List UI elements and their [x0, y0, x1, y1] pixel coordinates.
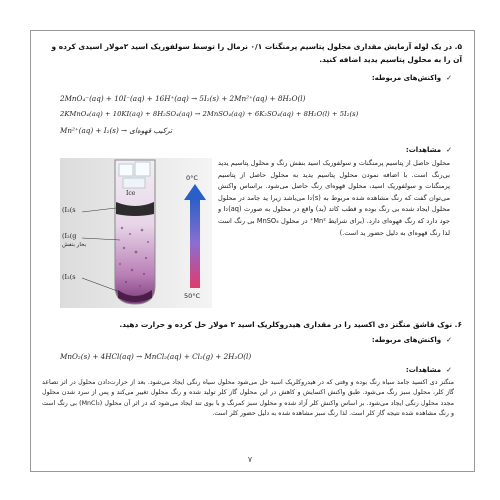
q6-reactions-label: ✓واکنش‌های مربوطه: [371, 336, 452, 344]
check-icon: ✓ [446, 366, 452, 374]
q5-reactions-label: ✓واکنش‌های مربوطه: [371, 74, 452, 82]
page-number: ۷ [247, 455, 253, 464]
check-icon: ✓ [446, 74, 452, 82]
temperature-gradient-bar [190, 198, 200, 288]
label-iodine-gas: (I₂(g [62, 232, 77, 240]
q6-equation-1: MnO₂(s) + 4HCl(aq) → MnCl₂(aq) + Cl₂(g) + 2H₂O(l) [60, 352, 252, 361]
ice-cube [123, 178, 145, 188]
q6-heading: ۶. نوک قاشق منگنز دی اکسید را در مقداری هیدروکلریک اسید ۲ مولار حل کرده و حرارت دهید. [119, 320, 462, 329]
check-icon: ✓ [446, 146, 452, 154]
label-ice: Ice [126, 190, 136, 197]
q5-equation-2: 2KMnO₄(aq) + 10KI(aq) + 8H₂SO₄(aq) → 2MnSO₄(aq) + 6K₂SO₄(aq) + 8H₂O(l) + 5I₂(s) [60, 110, 359, 118]
label-temp-bottom: 50°C [184, 292, 201, 300]
check-icon: ✓ [446, 336, 452, 344]
ice-cube [119, 164, 133, 176]
test-tube-figure [60, 158, 212, 308]
q5-observations-text: محلول حاصل از پتاسیم پرمنگنات و سولفوریک اسید بنفش رنگ و محلول پتاسیم یدید بی‌رنگ است. با اضافه نمودن محلول پتاسیم یدید به محلول حاصل از پتاسیم پرمنگنات و سولفوریک اسید، محلول قهوه‌ای رنگ حاصل می‌شود. براساس واکنش می‌توان گفت که رنگ مشاهده شده مربوط به (I₂(s می‌باشد زیرا ید جامد در محلول محلول ایجاد شده بی رنگ بوده و قطب کاتد (ید) واقع در محلول به صورت (I₂(aq و جود دارد که رنگ قهوه‌ای دارد. (برای شرایط Mn²⁺ در محلول MnSO₄ بی رنگ است لذا رنگ قهوه‌ای به دلیل حضور ید است.) [218, 159, 450, 237]
q6-observations-label: ✓مشاهدات: [405, 366, 452, 374]
q5-equation-3: Mn²⁺(aq) + I₂(s) → ترکیب قهوه‌ای [60, 126, 173, 135]
label-iodine-solid-bottom: (I₂(s [62, 273, 76, 281]
q5-equation-1: 2MnO₄⁻(aq) + 10I⁻(aq) + 16H⁺(aq) → 5I₂(s) + 2Mn²⁺(aq) + 8H₂O(l) [60, 94, 306, 103]
label-purple-vapor: بخار بنفش [62, 242, 87, 248]
q5-heading: ۵. در یک لوله آزمایش مقداری محلول پتاسیم پرمنگنات ۰/۱ نرمال را توسط سولفوریک اسید ۲مولار اسیدی کرده و آن را به محلول پتاسیم یدید اضافه کنید. [51, 42, 462, 64]
label-temp-top: 0°C [186, 174, 198, 182]
ice-cube [135, 162, 150, 176]
label-iodine-solid-top: (I₂(s [62, 206, 76, 214]
q5-observations-label: ✓مشاهدات: [405, 146, 452, 154]
q6-observations-text: منگنز دی اکسید جامد سیاه رنگ بوده و وقتی که در هیدروکلریک اسید حل می‌شود محلول سیاه رنگی ایجاد می‌شود. بعد از حرارت‌دادن محلول در اثر تصاعد گاز کلر، محلول سبز رنگ می‌شود. طبق واکنش اکسایش و کاهش در این محلول گاز کلر تولید شده و رنگ محلول تغییر می‌کند و پس از سرد شدن محلول مجدد محلول رنگی ایجاد می‌شود. بر اساس واکنش کلر آزاد شده و محلول سبز کمرنگ و با بوی تند ایجاد می‌شود که در اثر آن محلول (MnCl₂) بی رنگ است و رنگ مشاهده شده نتیجه گاز کلر است. لذا رنگ سبز مشاهده شده به دلیل حضور کلر است. [42, 379, 454, 418]
